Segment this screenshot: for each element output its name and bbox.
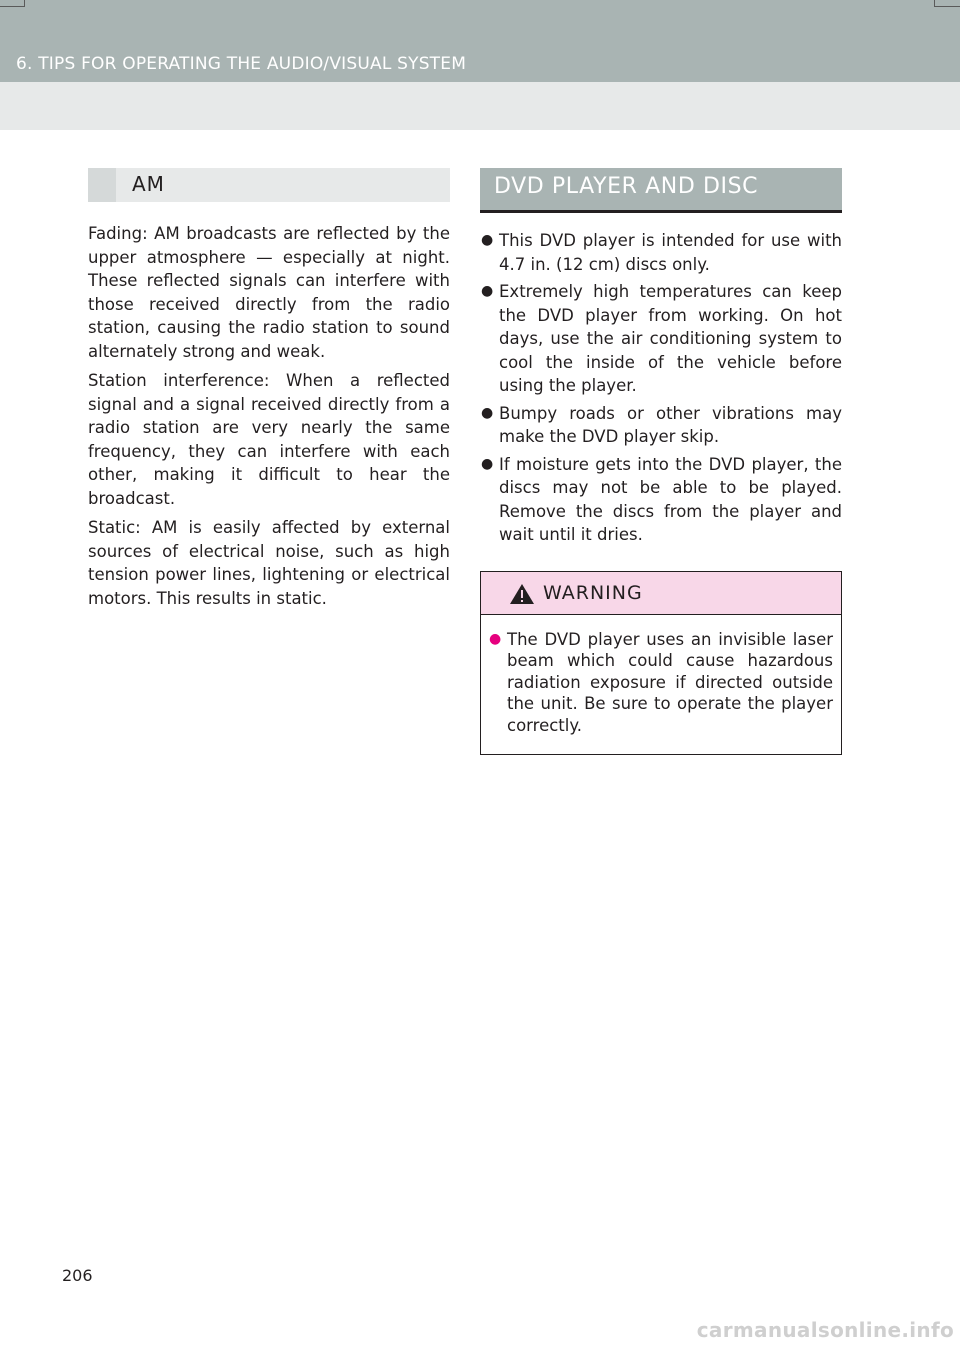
list-item — [480, 229, 842, 276]
dvd-section-title: DVD PLAYER AND DISC — [494, 174, 759, 199]
page-number: 206 — [62, 1266, 93, 1285]
list-item-text: Extremely high temperatures can keep the DVD player from working. On hot days, use the air conditioning system to cool the inside of the vehicle before using the player. — [499, 282, 842, 395]
am-section — [88, 168, 450, 616]
crop-mark — [934, 6, 960, 7]
warning-title: WARNING — [543, 581, 643, 604]
chapter-title: 6. TIPS FOR OPERATING THE AUDIO/VISUAL SYSTEM — [16, 54, 467, 74]
list-item — [480, 402, 842, 449]
warning-item — [489, 629, 833, 737]
dvd-bullet-list — [480, 229, 842, 547]
bullet-icon: ● — [489, 630, 502, 647]
dvd-section — [480, 168, 842, 755]
watermark — [694, 1318, 954, 1344]
crop-mark — [0, 6, 25, 7]
list-item-text: This DVD player is intended for use with 4.7 in. (12 cm) discs only. — [499, 231, 842, 274]
am-section-title: AM — [132, 172, 165, 196]
warning-box — [480, 571, 842, 756]
am-paragraph-interference: Station interference: When a reflected signal and a signal received directly from a radio station are very nearly the same frequency, they can interfere with each other, making it difficult to hear the broadcast. — [88, 371, 450, 508]
list-item-text: If moisture gets into the DVD player, the discs may not be able to be played. Remove the discs from the player and wait until it dries. — [499, 454, 842, 544]
am-body — [88, 222, 450, 610]
bullet-icon: ● — [481, 232, 494, 248]
warning-text: The DVD player uses an invisible laser beam which could cause hazardous radiation exposure if directed outside the unit. Be sure to operate the player correctly. — [507, 629, 833, 735]
list-item — [480, 453, 842, 547]
header-sub-band — [0, 82, 960, 130]
warning-header — [481, 572, 841, 615]
section-tab-marker — [88, 168, 116, 202]
bullet-icon: ● — [481, 283, 494, 299]
bullet-icon: ● — [481, 404, 494, 421]
warning-body — [481, 615, 841, 755]
am-paragraph-fading: Fading: AM broadcasts are reflected by the upper atmosphere — especially at night. These reflected signals can interfere with those received directly from the radio station, causing the radio station to sound alternately strong and weak. — [88, 224, 450, 361]
list-item-text: Bumpy roads or other vibrations may make the DVD player skip. — [499, 403, 842, 446]
list-item — [480, 280, 842, 398]
watermark-text: carmanualsonline.info — [696, 1318, 954, 1342]
bullet-icon: ● — [481, 455, 494, 472]
warning-triangle-icon — [509, 583, 535, 605]
dvd-section-header — [480, 168, 842, 213]
am-section-header — [88, 168, 450, 202]
am-paragraph-static: Static: AM is easily affected by external sources of electrical noise, such as high tension power lines, lightening or electrical motors. This results in static. — [88, 518, 450, 608]
